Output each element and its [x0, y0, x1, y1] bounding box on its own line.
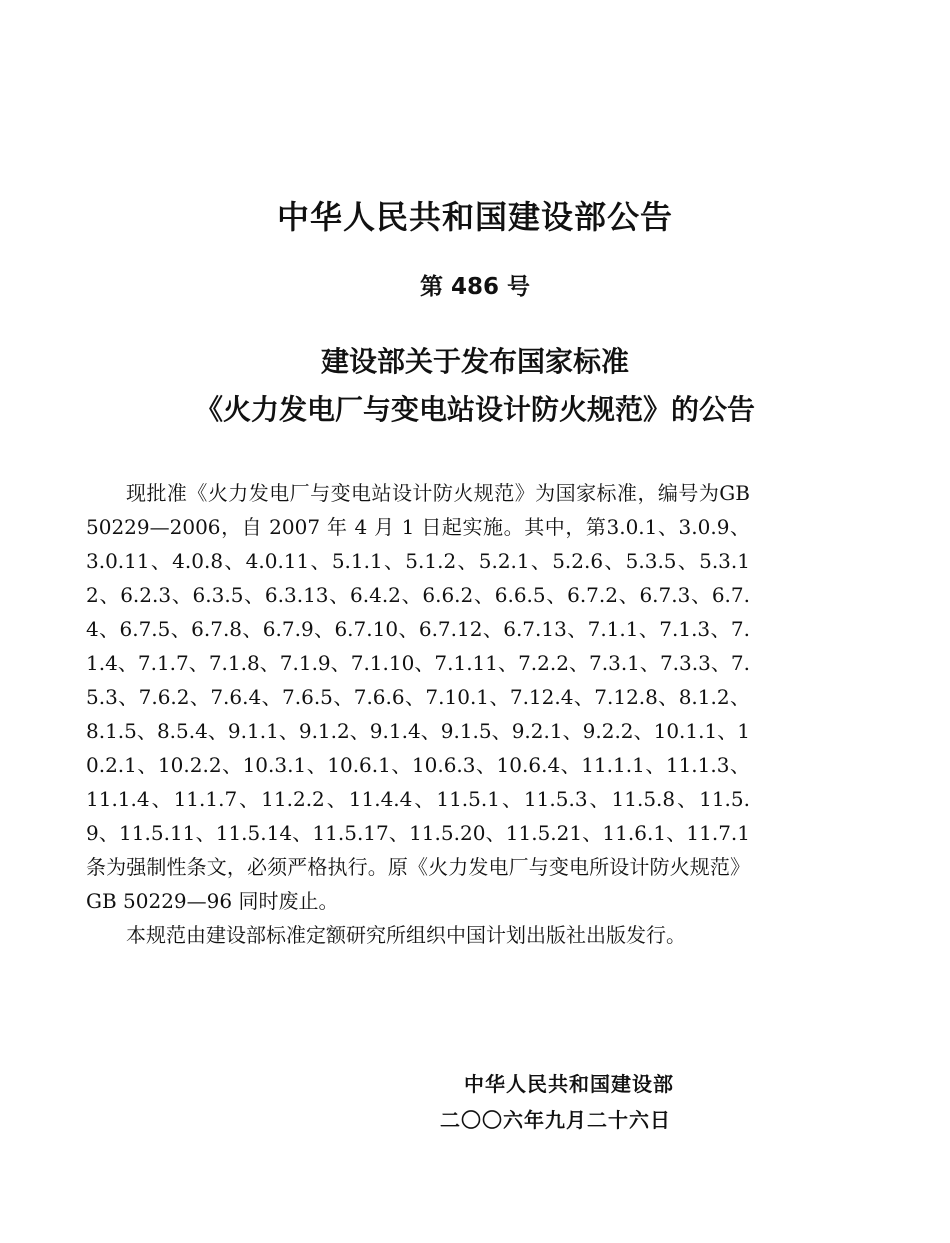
body-paragraph-2: 本规范由建设部标准定额研究所组织中国计划出版社出版发行。 — [126, 923, 686, 947]
announcement-body — [86, 476, 750, 952]
announcement-number: 第 486 号 — [419, 274, 531, 300]
announcement-title: 中华人民共和国建设部公告 — [276, 198, 673, 236]
announcement-subtitle — [60, 338, 890, 434]
issue-date: 二〇〇六年九月二十六日 — [440, 1108, 671, 1132]
body-paragraph-1: 现批准《火力发电厂与变电站设计防火规范》为国家标准，编号为GB 50229—2006，自 2007 年 4 月 1 日起实施。其中，第3.0.1、3.0.9、3.0.11、4.0.8、4.0.11、5.1.1、5.1.2、5.2.1、5.2.6、5.3.5、5.3.12、6.2.3、6.3.5、6.3.13、6.4.2、6.6.2、6.6.5、6.7.2、6.7.3、6.7.4、6.7.5、6.7.8、6.7.9、6.7.10、6.7.12、6.7.13、7.1.1、7.1.3、7.1.4、7.1.7、7.1.8、7.1.9、7.1.10、7.1.11、7.2.2、7.3.1、7.3.3、7.5.3、7.6.2、7.6.4、7.6.5、7.6.6、7.10.1、7.12.4、7.12.8、8.1.2、8.1.5、8.5.4、9.1.1、9.1.2、9.1.4、9.1.5、9.2.1、9.2.2、10.1.1、10.2.1、10.2.2、10.3.1、10.6.1、10.6.3、10.6.4、11.1.1、11.1.3、11.1.4、11.1.7、11.2.2、11.4.4、11.5.1、11.5.3、11.5.8、11.5.9、11.5.11、11.5.14、11.5.17、11.5.20、11.5.21、11.6.1、11.7.1条为强制性条文，必须严格执行。原《火力发电厂与变电所设计防火规范》GB 50229—96 同时废止。 — [86, 481, 750, 913]
signature-block — [440, 1066, 674, 1138]
subtitle-line-2: 《火力发电厂与变电站设计防火规范》的公告 — [194, 393, 755, 426]
subtitle-line-1: 建设部关于发布国家标准 — [320, 345, 629, 378]
issuer-name: 中华人民共和国建设部 — [464, 1072, 674, 1096]
